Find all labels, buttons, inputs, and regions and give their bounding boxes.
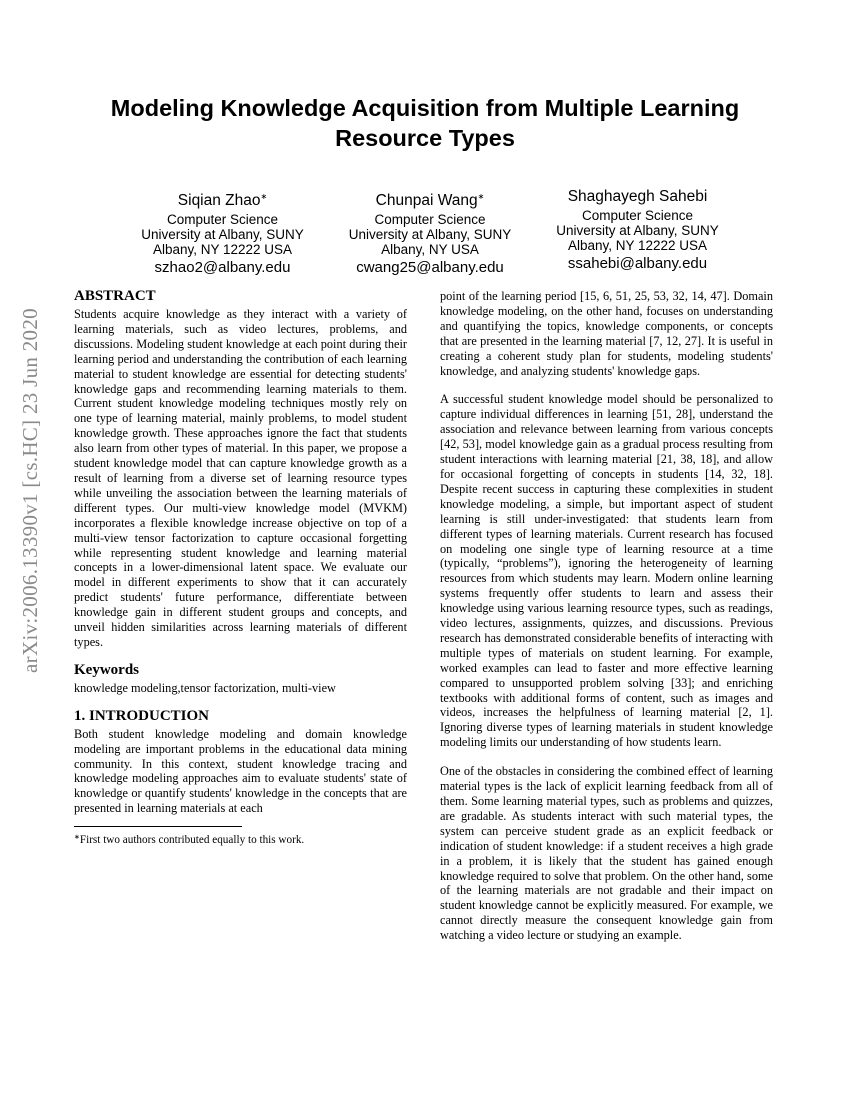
author-department: Computer Science bbox=[581, 208, 694, 223]
title-line-1: Modeling Knowledge Acquisition from Multiple Learning bbox=[110, 95, 740, 121]
author-address: Albany, NY USA bbox=[381, 242, 479, 257]
author-1 bbox=[120, 187, 325, 277]
author-university: University at Albany, SUNY bbox=[556, 223, 719, 238]
author-address: Albany, NY 12222 USA bbox=[567, 238, 708, 253]
introduction-paragraph-1: Both student knowledge modeling and domain knowledge modeling are important problems in the educational data mining community. In this context, student knowledge tracing and knowledge modeling approaches aim to evaluate students' state of knowledge or quantify students' knowledge in the concepts that are presented in learning materials at each bbox=[74, 726, 407, 816]
abstract-heading: ABSTRACT bbox=[74, 288, 156, 304]
author-name: Shaghayegh Sahebi bbox=[567, 188, 708, 205]
author-department: Computer Science bbox=[166, 212, 279, 227]
equal-contribution-mark: ∗ bbox=[477, 192, 485, 201]
footnote-mark: ∗ bbox=[74, 833, 80, 842]
equal-contribution-mark: ∗ bbox=[260, 192, 268, 201]
author-address: Albany, NY 12222 USA bbox=[152, 242, 293, 257]
arxiv-sidebar bbox=[10, 295, 50, 685]
arxiv-identifier: arXiv:2006.13390v1 [cs.HC] 23 Jun 2020 bbox=[17, 307, 42, 673]
footnote bbox=[74, 831, 407, 847]
author-email: szhao2@albany.edu bbox=[154, 259, 291, 276]
author-email: cwang25@albany.edu bbox=[356, 259, 504, 276]
introduction-paragraph-2: point of the learning period [15, 6, 51, 25, 53, 32, 14, 47]. Domain knowledge modeling, on the other hand, focuses on understanding and quantifying the topics, knowledge components, or concepts that are presented in the learning material [7, 12, 27]. It is useful in creating a coherent study plan for students, modeling students' knowledge, and analyzing students' knowledge gaps. bbox=[440, 289, 773, 378]
title-line-2: Resource Types bbox=[335, 125, 515, 151]
introduction-paragraph-3: A successful student knowledge model should be personalized to capture individual differences in learning [51, 28], understand the association and relevance between learning from various concepts [42, 53], model knowledge gain as a gradual process resulting from student interactions with learning material [21, 38, 18], and allow for occasional forgetting of concepts in students [14, 32, 18]. Despite recent success in capturing these complexities in student knowledge modeling, a simple, but important aspect of student learning is still under-investigated: that students learn from different types of learning materials. Current research has focused on modeling one single type of learning resource at a time (typically, “problems”), ignoring the heterogeneity of learning resources from which students may learn. Modern online learning systems frequently offer students to learn and assess their knowledge using various learning resource types, such as readings, video lectures, assignments, quizzes, and discussions. Previous research has demonstrated considerable benefits of interacting with multiple types of materials on student learning. For example, worked examples can lead to faster and more effective learning compared to unsupported problem solving [33]; and enriching textbooks with additional forms of content, such as images and videos, increases the helpfulness of learning material [2, 1]. Ignoring diverse types of learning materials in student knowledge modeling limits our understanding of how students learn. bbox=[440, 392, 773, 750]
introduction-heading: 1. INTRODUCTION bbox=[74, 707, 210, 724]
author-email: ssahebi@albany.edu bbox=[567, 255, 708, 272]
author-name: Siqian Zhao bbox=[177, 192, 261, 209]
abstract-text: Students acquire knowledge as they interact with a variety of learning materials, such as video lectures, problems, and discussions. Modeling student knowledge at each point during their learning period and understanding the contribution of each learning material to student knowledge are essential for detecting students' knowledge gaps and recommending learning materials to them. Current student knowledge modeling techniques mostly rely on one type of learning material, mainly problems, to model student knowledge growth. These approaches ignore the fact that students also learn from other types of material. In this paper, we propose a student knowledge model that can capture knowledge growth as a result of learning from a diverse set of learning resource types while unveiling the association between the learning materials of different types. Our multi-view knowledge model (MVKM) incorporates a flexible knowledge increase objective on top of a multi-view tensor factorization to capture occasional forgetting while representing student knowledge and learning material concepts in a lower-dimensional latent space. We evaluate our model in different experiments to show that it can accurately predict students' future performance, differentiate between knowledge gain in different student groups and concepts, and unveil hidden similarities across learning materials of different types. bbox=[74, 307, 407, 649]
footnote-text: First two authors contributed equally to this work. bbox=[79, 834, 305, 847]
author-university: University at Albany, SUNY bbox=[141, 227, 304, 242]
author-name: Chunpai Wang bbox=[375, 192, 478, 209]
keywords-text: knowledge modeling,tensor factorization, multi-view bbox=[74, 680, 336, 695]
author-university: University at Albany, SUNY bbox=[348, 227, 512, 242]
author-department: Computer Science bbox=[374, 212, 486, 227]
introduction-paragraph-4: One of the obstacles in considering the combined effect of learning material types is the lack of explicit learning feedback from all of them. Some learning material types, such as problems and quizzes, are gradable. As students interact with such material types, the system can perceive student grade as an explicit feedback or indication of student knowledge: if a student receives a high grade in a problem, it is likely that the student has gained enough knowledge required to solve that problem. On the other hand, some of the learning materials are not gradable and their impact on student knowledge cannot be explicitly measured. For example, we cannot directly measure the consequent knowledge gain from watching a video lecture or studying an example. bbox=[440, 764, 773, 943]
left-column bbox=[74, 288, 407, 847]
author-block bbox=[120, 187, 740, 277]
footnote-rule bbox=[74, 826, 242, 827]
author-2 bbox=[328, 187, 533, 277]
paper-title bbox=[60, 93, 790, 153]
keywords-heading: Keywords bbox=[74, 661, 139, 678]
author-3 bbox=[535, 187, 740, 277]
right-column bbox=[440, 289, 773, 943]
